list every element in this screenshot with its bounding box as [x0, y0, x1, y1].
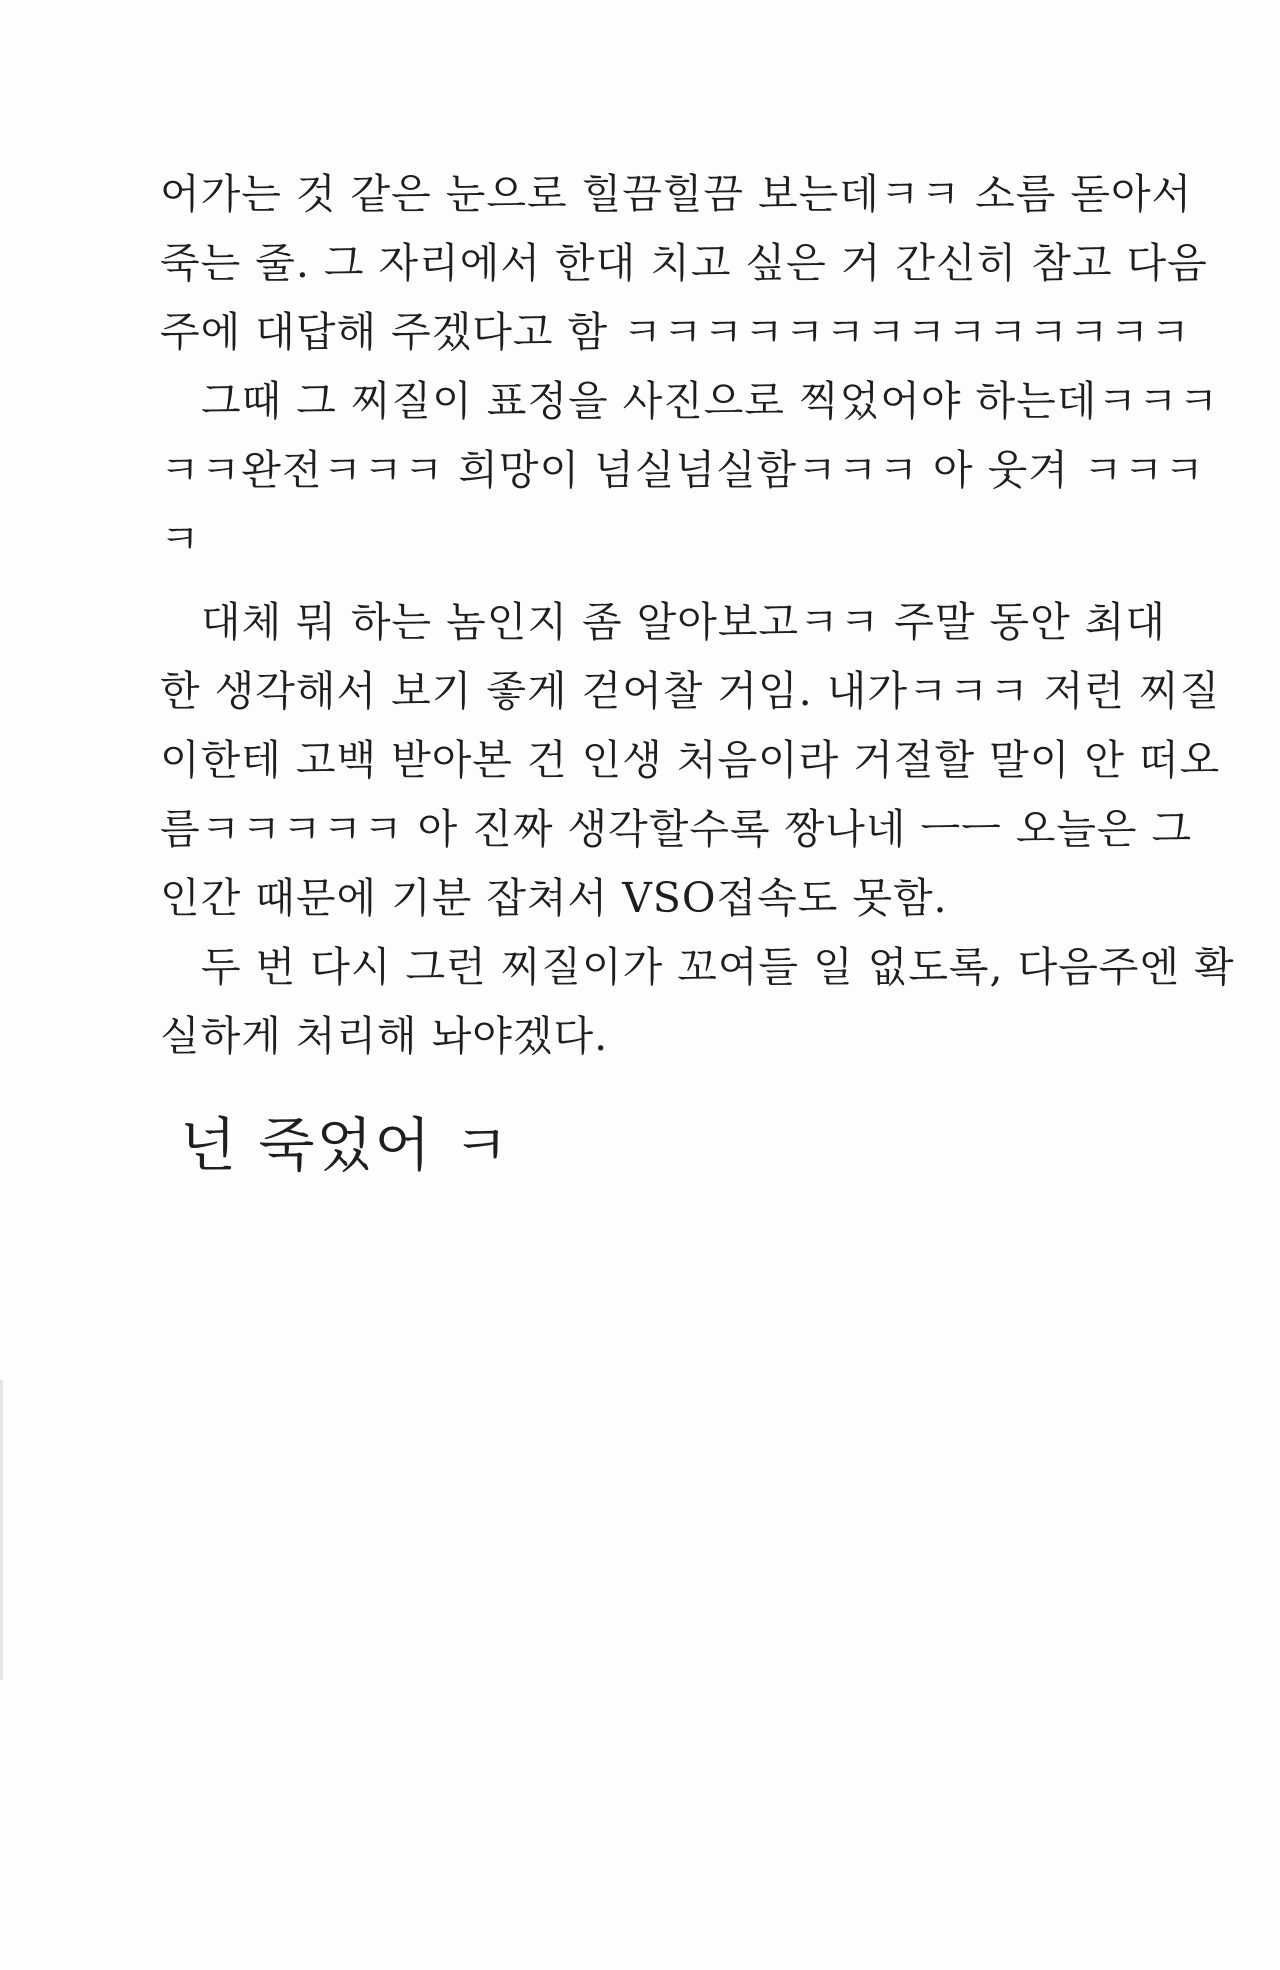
text-line: 두 번 다시 그런 찌질이가 꼬여들 일 없도록, 다음주엔 확	[201, 943, 1235, 991]
text-line: 한 생각해서 보기 좋게 걷어찰 거임. 내가ㅋㅋㅋ 저런 찌질	[160, 667, 1221, 715]
section-heading: 넌 죽었어 ㅋ	[180, 1111, 512, 1179]
text-line: 대체 뭐 하는 놈인지 좀 알아보고ㅋㅋ 주말 동안 최대	[201, 598, 1166, 646]
scan-edge-shadow	[0, 1380, 3, 1680]
text-line: ㅋㅋ완전ㅋㅋㅋ 희망이 넘실넘실함ㅋㅋㅋ 아 웃겨 ㅋㅋㅋ	[160, 446, 1205, 494]
text-line: 이한테 고백 받아본 건 인생 처음이라 거절할 말이 안 떠오	[160, 736, 1221, 784]
text-line: ㅋ	[160, 515, 201, 563]
text-line: 인간 때문에 기분 잡쳐서 VSO접속도 못함.	[160, 874, 948, 922]
text-line: 그때 그 찌질이 표정을 사진으로 찍었어야 하는데ㅋㅋㅋ	[201, 377, 1220, 425]
paragraph-3	[160, 588, 1221, 933]
body-text	[160, 160, 1235, 1071]
text-line: 주에 대답해 주겠다고 함 ㅋㅋㅋㅋㅋㅋㅋㅋㅋㅋㅋㅋㅋㅋ	[160, 308, 1191, 356]
text-line: 죽는 줄. 그 자리에서 한대 치고 싶은 거 간신히 참고 다음	[160, 239, 1208, 287]
paragraph-4	[160, 933, 1235, 1071]
text-line: 름ㅋㅋㅋㅋㅋ 아 진짜 생각할수록 짱나네 ㅡㅡ 오늘은 그	[160, 805, 1193, 853]
text-line: 실하게 처리해 놔야겠다.	[160, 1012, 609, 1060]
paragraph-2	[160, 367, 1220, 574]
text-line: 어가는 것 같은 눈으로 힐끔힐끔 보는데ㅋㅋ 소름 돋아서	[160, 170, 1193, 218]
paragraph-1	[160, 160, 1208, 367]
